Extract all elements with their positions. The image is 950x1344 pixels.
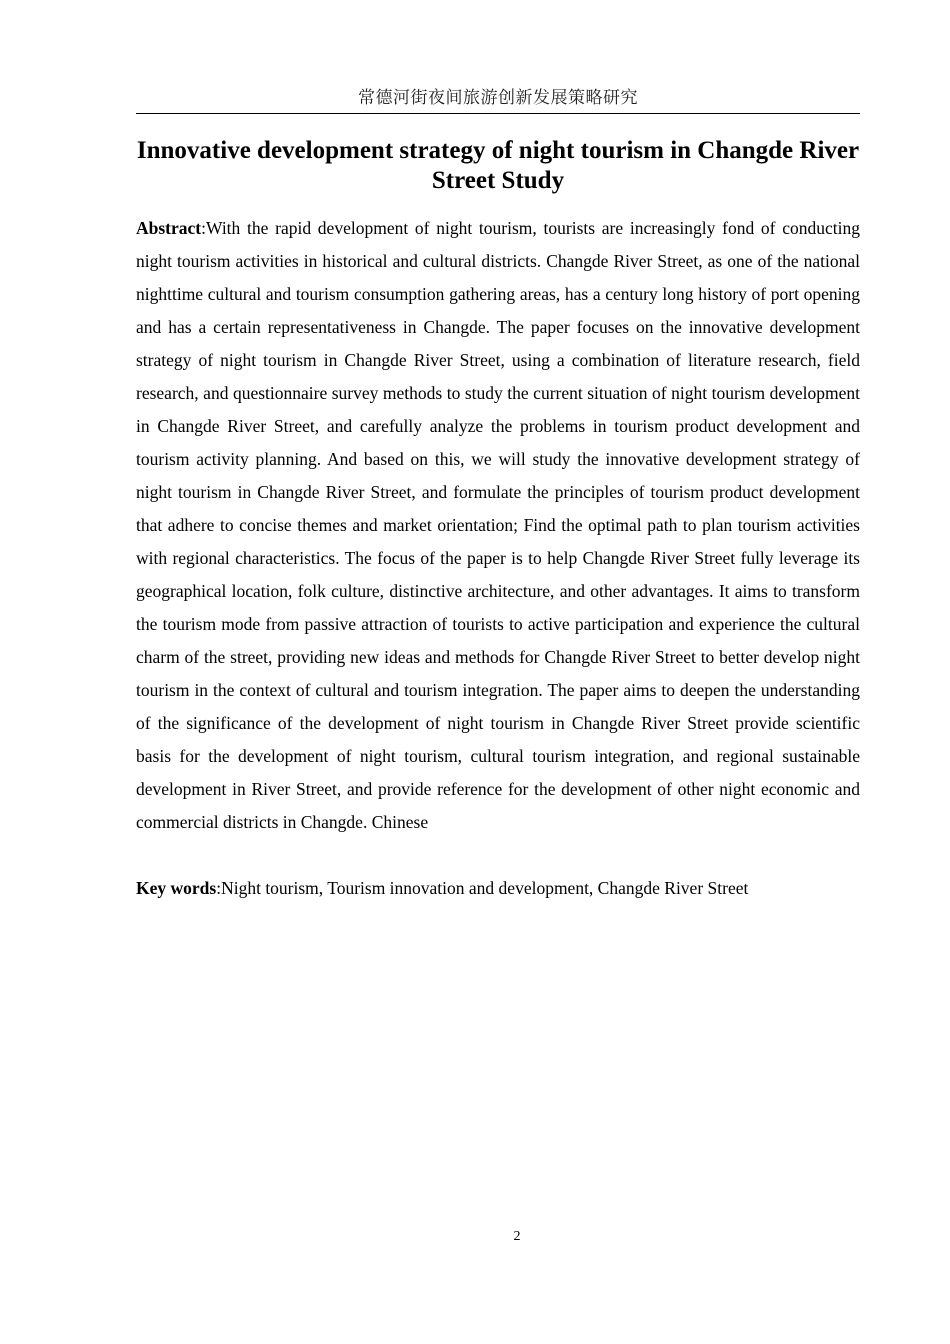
keywords-paragraph [136,872,860,905]
running-header-title: 常德河街夜间旅游创新发展策略研究 [358,88,638,108]
abstract-text: With the rapid development of night tourism, tourists are increasingly fond of conducting night tourism activities in historical and cultural districts. Changde River Street, as one of the national nighttime cultural and tourism consumption gathering areas, has a century long history of port opening and has a certain representativeness in Changde. The paper focuses on the innovative development strategy of night tourism in Changde River Street, using a combination of literature research, field research, and questionnaire survey methods to study the current situation of night tourism development in Changde River Street, and carefully analyze the problems in tourism product development and tourism activity planning. And based on this, we will study the innovative development strategy of night tourism in Changde River Street, and formulate the principles of tourism product development that adhere to concise themes and market orientation; Find the optimal path to plan tourism activities with regional characteristics. The focus of the paper is to help Changde River Street fully leverage its geographical location, folk culture, distinctive architecture, and other advantages. It aims to transform the tourism mode from passive attraction of tourists to active participation and experience the cultural charm of the street, providing new ideas and methods for Changde River Street to better develop night tourism in the context of cultural and tourism integration. The paper aims to deepen the understanding of the significance of the development of night tourism in Changde River Street provide scientific basis for the development of night tourism, cultural tourism integration, and regional sustainable development in River Street, and provide reference for the development of other night economic and commercial districts in Changde. Chinese [136,218,860,832]
document-title: Innovative development strategy of night tourism in Changde River Street Study [136,137,860,194]
abstract-separator: : [201,218,206,238]
abstract-label: Abstract [136,218,202,238]
keywords-text: Night tourism, Tourism innovation and development, Changde River Street [221,878,749,898]
keywords-label: Key words [136,878,217,898]
page-number: 2 [513,1229,521,1244]
running-header [136,86,860,114]
keywords-separator: : [216,878,222,898]
abstract-paragraph [136,212,860,839]
